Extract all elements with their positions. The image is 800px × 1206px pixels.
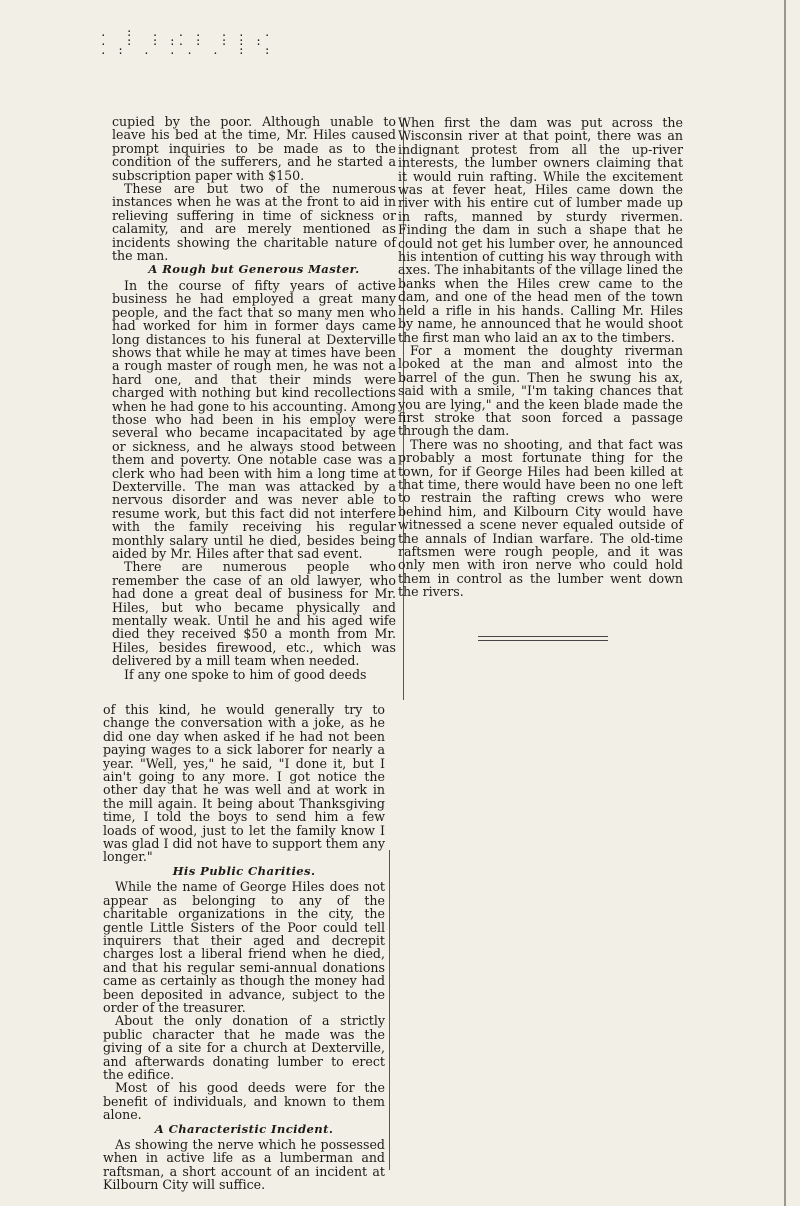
paragraph: When first the dam was put across the Wisconsin river at that point, there was an indignant protest from all the up-river interests, the lumber owners claiming that it would ruin rafting. While the excitement was at fever heat, Hiles came down the river with his entire cut of lumber made up in rafts, manned by sturdy rivermen. Finding the dam in such a shape that he could not get his lumber over, he announced his intention of cutting his way through with axes. The inhabitants of the village lined the banks when the Hiles crew came to the dam, and one of the head men of the town held a rifle in his hands. Calling Mr. Hiles by name, he announced that he would shoot the first man who laid an ax to the timbers. xyxy=(398,115,683,345)
column-3 xyxy=(398,116,683,599)
column-1 xyxy=(112,115,396,681)
section-heading: His Public Charities. xyxy=(172,863,316,878)
paragraph: As showing the nerve which he possessed when in active life as a lumberman and raftsman, a short account of an incident at Kilbourn City will suffice. xyxy=(103,1137,385,1193)
paragraph: There are numerous people who remember the case of an old lawyer, who had done a great deal of business for Mr. Hiles, but who became physically and mentally weak. Until he and his aged wife died they received $50 a month from Mr. Hiles, besides firewood, etc., which was delivered by a mill team when needed. xyxy=(112,559,396,669)
paragraph: While the name of George Hiles does not appear as belonging to any of the charitable organizations in the city, the gentle Little Sisters of the Poor could tell inquirers that their aged and decrepit charges lost a liberal friend when he died, and that his regular semi-annual donations came as certainly as though the money had been deposited in advance, subject to the order of the treasurer. xyxy=(103,879,385,1015)
column-divider xyxy=(389,850,390,1170)
section-heading: A Rough but Generous Master. xyxy=(148,262,360,277)
paragraph: of this kind, he would generally try to change the conversation with a joke, as he did one day when asked if he had not been paying wages to a sick laborer for nearly a year. "Well, yes," he said, "I done it, but I ain't going to any more. I got notice the other day that he was well and at work in the mill again. It being about Thanksgiving time, I told the boys to send him a few loads of wood, just to let the family know I was glad I did not have to support them any longer." xyxy=(103,702,385,865)
perforation-marks: . : . . . . . . . : : :. : : : : . : . . . . : : xyxy=(100,26,273,57)
paragraph: About the only donation of a strictly public character that he made was the giving of a site for a church at Dexterville, and afterwards donating lumber to erect the edifice. xyxy=(103,1013,385,1082)
section-heading: A Characteristic Incident. xyxy=(154,1121,334,1136)
end-rule xyxy=(478,636,608,641)
page-edge-line xyxy=(784,0,786,1206)
paragraph: cupied by the poor. Although unable to leave his bed at the time, Mr. Hiles caused prompt inquiries to be made as to the condition of the sufferers, and he started a subscription paper with $150. xyxy=(112,114,396,183)
paragraph: There was no shooting, and that fact was probably a most fortunate thing for the town, for if George Hiles had been killed at that time, there would have been no one left to restrain the rafting crews who were behind him, and Kilbourn City would have witnessed a scene never equaled outside of the annals of Indian warfare. The old-time raftsmen were rough people, and it was only men with iron nerve who could hold them in control as the lumber went down the rivers. xyxy=(398,436,683,600)
paragraph: Most of his good deeds were for the benefit of individuals, and known to them alone. xyxy=(103,1080,385,1123)
paragraph: In the course of fifty years of active business he had employed a great many people, and the fact that so many men who had worked for him in former days came long distances to his funeral at Dexterville shows that while he may at times have been a rough master of rough men, he was not a hard one, and that their minds were charged with nothing but kind recollections when he had gone to his accounting. Among those who had been in his employ were several who became incapacitated by age or sickness, and he always stood between them and poverty. One notable case was a clerk who had been with him a long time at Dexterville. The man was attacked by a nervous disorder and was never able to resume work, but this fact did not interfere with the family receiving his regular monthly salary until he died, besides being aided by Mr. Hiles after that sad event. xyxy=(112,277,396,561)
paragraph: For a moment the doughty riverman looked at the man and almost into the barrel of the gun. Then he swung his ax, said with a smile, "I'm taking chances that you are lying," and the keen blade made the first stroke that soon forced a passage through the dam. xyxy=(398,342,683,439)
paragraph: These are but two of the numerous instances when he was at the front to aid in relieving suffering in time of sickness or calamity, and are merely mentioned as incidents showing the charitable nature of the man. xyxy=(112,181,396,264)
column-2 xyxy=(103,703,385,1192)
paragraph: If any one spoke to him of good deeds xyxy=(124,666,367,682)
